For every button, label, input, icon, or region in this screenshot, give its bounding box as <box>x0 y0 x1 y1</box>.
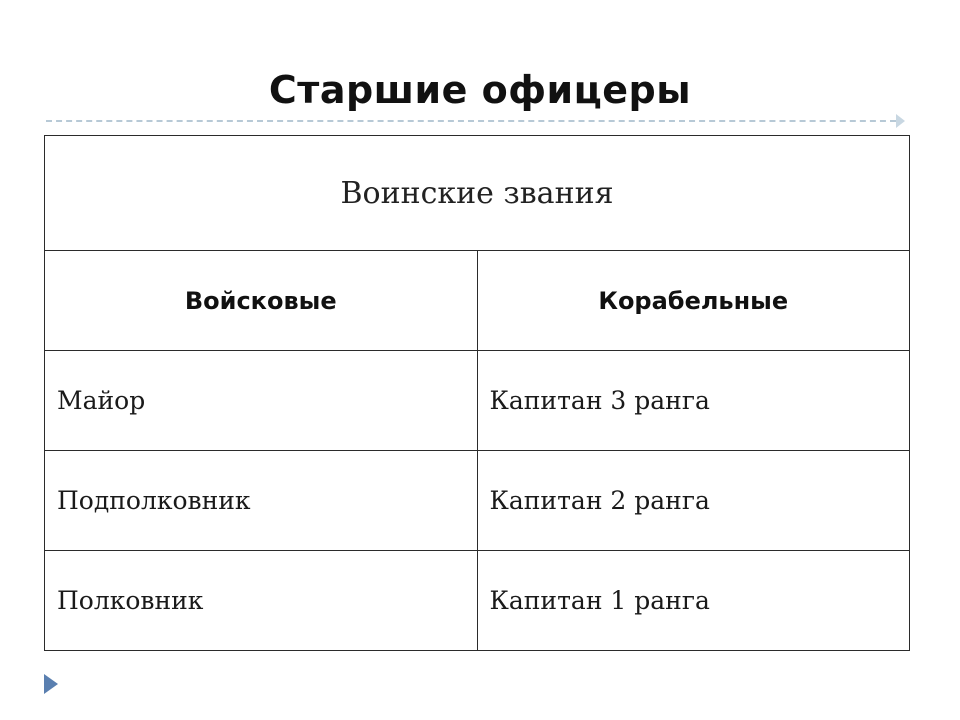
army-rank-cell: Майор <box>45 351 478 451</box>
army-rank-cell: Подполковник <box>45 451 478 551</box>
header-navy-ranks: Корабельные <box>477 251 910 351</box>
navy-rank-cell: Капитан 1 ранга <box>477 551 910 651</box>
table-caption: Воинские звания <box>45 136 910 251</box>
table-row <box>45 551 910 651</box>
army-rank-cell: Полковник <box>45 551 478 651</box>
table-caption-row <box>45 136 910 251</box>
table-row <box>45 451 910 551</box>
triangle-bullet-icon <box>44 674 58 694</box>
title-divider <box>46 120 896 122</box>
navy-rank-cell: Капитан 2 ранга <box>477 451 910 551</box>
navy-rank-cell: Капитан 3 ранга <box>477 351 910 451</box>
table-row <box>45 351 910 451</box>
header-army-ranks: Войсковые <box>45 251 478 351</box>
ranks-table <box>44 135 910 651</box>
divider-end-marker <box>896 114 905 128</box>
table-header-row <box>45 251 910 351</box>
slide-title: Старшие офицеры <box>268 68 692 112</box>
